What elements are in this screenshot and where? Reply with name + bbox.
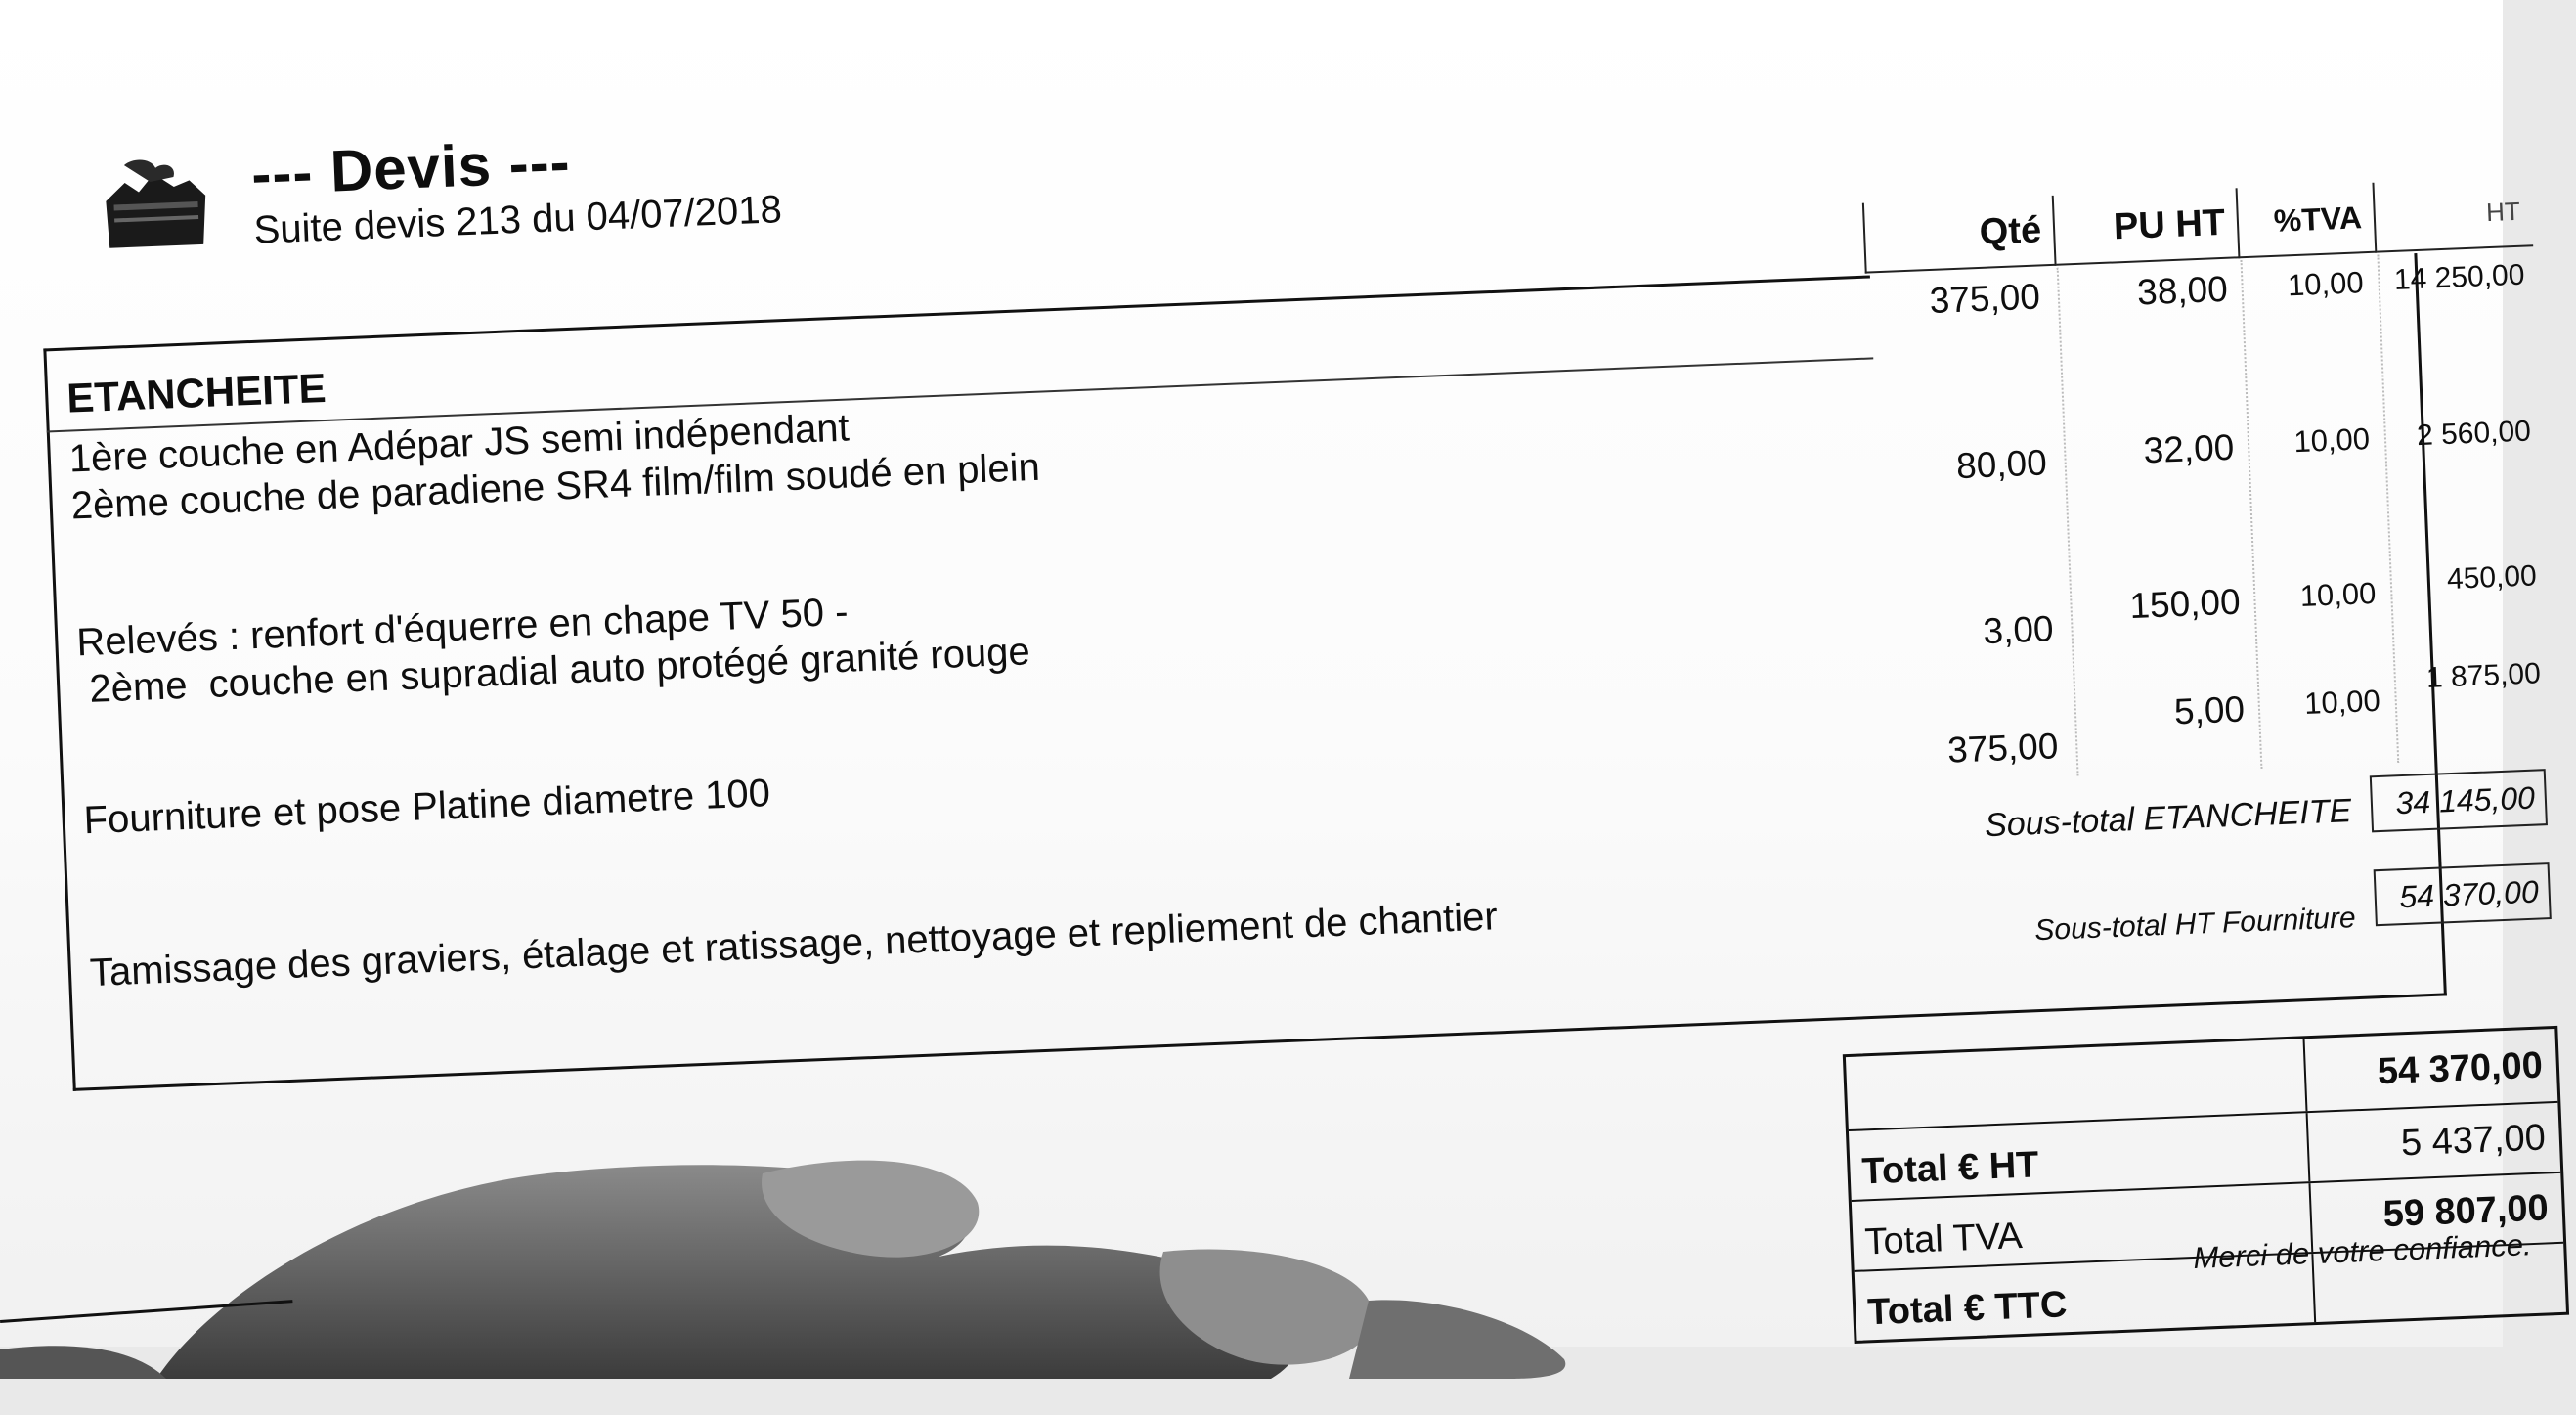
subtotal-value: 54 370,00 bbox=[2374, 862, 2552, 926]
line-pu-ht: 150,00 bbox=[2128, 581, 2242, 627]
line-description: 1ère couche en Adépar JS semi indépendant 2ème couche de paradiene SR4 film/film soudé en plein bbox=[68, 406, 1041, 528]
line-pu-ht: 5,00 bbox=[2173, 688, 2246, 732]
subtotal-value: 34 145,00 bbox=[2370, 769, 2548, 832]
line-tva: 10,00 bbox=[2299, 575, 2377, 614]
line-tva: 10,00 bbox=[2287, 265, 2365, 303]
thank-you-note: Merci de votre confiance. bbox=[2192, 1227, 2533, 1275]
line-qty: 3,00 bbox=[1982, 608, 2055, 652]
line-qty: 80,00 bbox=[1955, 442, 2048, 487]
document-subtitle: Suite devis 213 du 04/07/2018 bbox=[252, 188, 783, 252]
hand-image bbox=[0, 1056, 1662, 1379]
subtotal-label: Sous-total ETANCHEITE bbox=[1984, 792, 2352, 845]
line-ht: 1 875,00 bbox=[2425, 657, 2542, 694]
line-ht: 2 560,00 bbox=[2416, 415, 2532, 453]
line-pu-ht: 32,00 bbox=[2142, 426, 2236, 471]
line-qty: 375,00 bbox=[1946, 726, 2060, 771]
line-qty: 375,00 bbox=[1928, 276, 2041, 322]
line-description: Fourniture et pose Platine diametre 100 bbox=[82, 772, 771, 843]
company-logo-icon bbox=[94, 150, 227, 252]
column-header-qty: Qté bbox=[1862, 196, 2057, 274]
column-header-pu-ht: PU HT bbox=[2054, 188, 2241, 265]
column-header-ht: HT bbox=[2374, 176, 2533, 252]
section-title: ETANCHEITE bbox=[65, 364, 327, 421]
line-ht: 14 250,00 bbox=[2393, 258, 2526, 296]
line-tva: 10,00 bbox=[2292, 421, 2371, 460]
totals-value: 5 437,00 bbox=[2400, 1116, 2547, 1164]
line-pu-ht: 38,00 bbox=[2136, 268, 2229, 313]
document-title: --- Devis --- bbox=[250, 128, 572, 207]
totals-value: 59 807,00 bbox=[2381, 1186, 2550, 1235]
totals-value: 54 370,00 bbox=[2377, 1044, 2544, 1092]
totals-label: Total € HT bbox=[1849, 1113, 2310, 1200]
column-header-tva: %TVA bbox=[2238, 183, 2378, 259]
line-tva: 10,00 bbox=[2303, 683, 2381, 721]
line-description: Relevés : renfort d'équerre en chape TV 50 - 2ème couche en supradial auto protégé granité rouge bbox=[75, 590, 1031, 712]
totals-table bbox=[1843, 1026, 2569, 1344]
line-ht: 450,00 bbox=[2446, 559, 2538, 597]
line-description: Tamissage des graviers, étalage et ratissage, nettoyage et repliement de chantier bbox=[89, 895, 1499, 995]
totals-label: Total € TTC bbox=[1855, 1254, 2316, 1341]
subtotal-label: Sous-total HT Fourniture bbox=[2033, 902, 2357, 948]
totals-label: Total TVA bbox=[1852, 1183, 2313, 1270]
